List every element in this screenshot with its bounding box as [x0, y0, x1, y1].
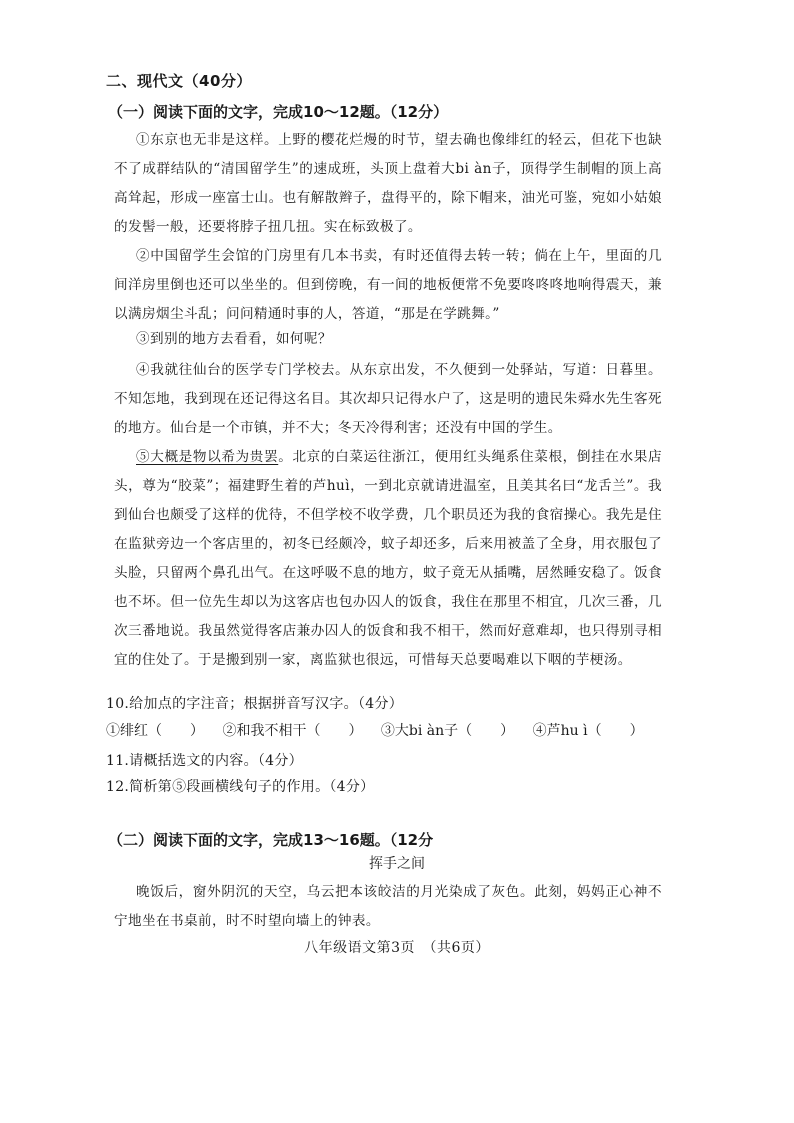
part1-paragraph-2: ②中国留学生会馆的门房里有几本书卖，有时还值得去转一转；倘在上午，里面的几间洋房里倒也还可以坐坐的。但到傍晚，有一间的地板便常不免要咚咚咚地响得震天，兼以满房烟尘斗乱；问问精通时事的人，答道，“那是在学跳舞。” — [114, 248, 662, 322]
part2-paragraph-1: 晚饭后，窗外阴沉的天空，乌云把本该皎洁的月光染成了灰色。此刻，妈妈正心神不宁地坐在书桌前，时不时望向墙上的钟表。 — [114, 884, 662, 929]
underlined-sentence: ⑤大概是物以希为贵罢 — [136, 449, 279, 465]
part1-paragraph-4: ④我就往仙台的医学专门学校去。从东京出发，不久便到一处驿站，写道：日暮里。不知怎地，我到现在还记得这名目。其次却只记得水户了，这是明的遗民朱舜水先生客死的地方。仙台是一个市镇，并不大；冬天冷得利害；还没有中国的学生。 — [114, 362, 662, 436]
part1-paragraph-3: ③到别的地方去看看，如何呢？ — [136, 331, 332, 347]
part1-paragraph-5 — [114, 443, 662, 675]
question-11: 11.请概括选文的内容。（4分） — [106, 753, 303, 769]
paragraph-5-text: 。北京的白菜运往浙江，便用红头绳系住菜根，倒挂在水果店头，尊为“胶菜”；福建野生着的芦huì，一到北京就请进温室，且美其名曰“龙舌兰”。我到仙台也颇受了这样的优待，不但学校不收学费，几个职员还为我的食宿操心。我先是住在监狱旁边一个客店里的，初冬已经颇冷，蚊子却还多，后来用被盖了全身，用衣服包了头脸，只留两个鼻孔出气。在这呼吸不息的地方，蚊子竟无从插嘴，居然睡安稳了。饭食也不坏。但一位先生却以为这客店也包办囚人的饭食，我住在那里不相宜，几次三番，几次三番地说。我虽然觉得客店兼办囚人的饭食和我不相干，然而好意难却，也只得别寻相宜的住处了。于是搬到别一家，离监狱也很远，可惜每天总要喝难以下咽的芋梗汤。 — [114, 449, 662, 668]
section-title: 二、现代文（40分） — [106, 72, 252, 90]
part1-title: （一）阅读下面的文字，完成10～12题。（12分） — [108, 103, 449, 121]
part1-paragraph-1: ①东京也无非是这样。上野的樱花烂熳的时节，望去确也像绯红的轻云，但花下也缺不了成群结队的“清国留学生”的速成班，头顶上盘着大bi àn子，顶得学生制帽的顶上高高耸起，形成一座富士山。也有解散辫子，盘得平的，除下帽来，油光可鉴，宛如小姑娘的发髻一般，还要将脖子扭几扭。实在标致极了。 — [114, 132, 662, 235]
q10-item-1: ①绯红（ ） — [106, 723, 204, 739]
page-footer: 八年级语文第3页 （共6页） — [304, 940, 490, 956]
part2-title: （二）阅读下面的文字，完成13～16题。（12分 — [108, 831, 434, 849]
question-12: 12.简析第⑤段画横线句子的作用。（4分） — [106, 779, 375, 795]
story-title: 挥手之间 — [369, 856, 425, 872]
question-10-items — [106, 720, 658, 740]
q10-item-3: ③大bi àn子（ ） — [380, 723, 515, 739]
q10-item-2: ②和我不相干（ ） — [222, 723, 363, 739]
question-10: 10.给加点的字注音；根据拼音写汉字。（4分） — [106, 696, 404, 712]
q10-item-4: ④芦hu ì（ ） — [532, 723, 644, 739]
